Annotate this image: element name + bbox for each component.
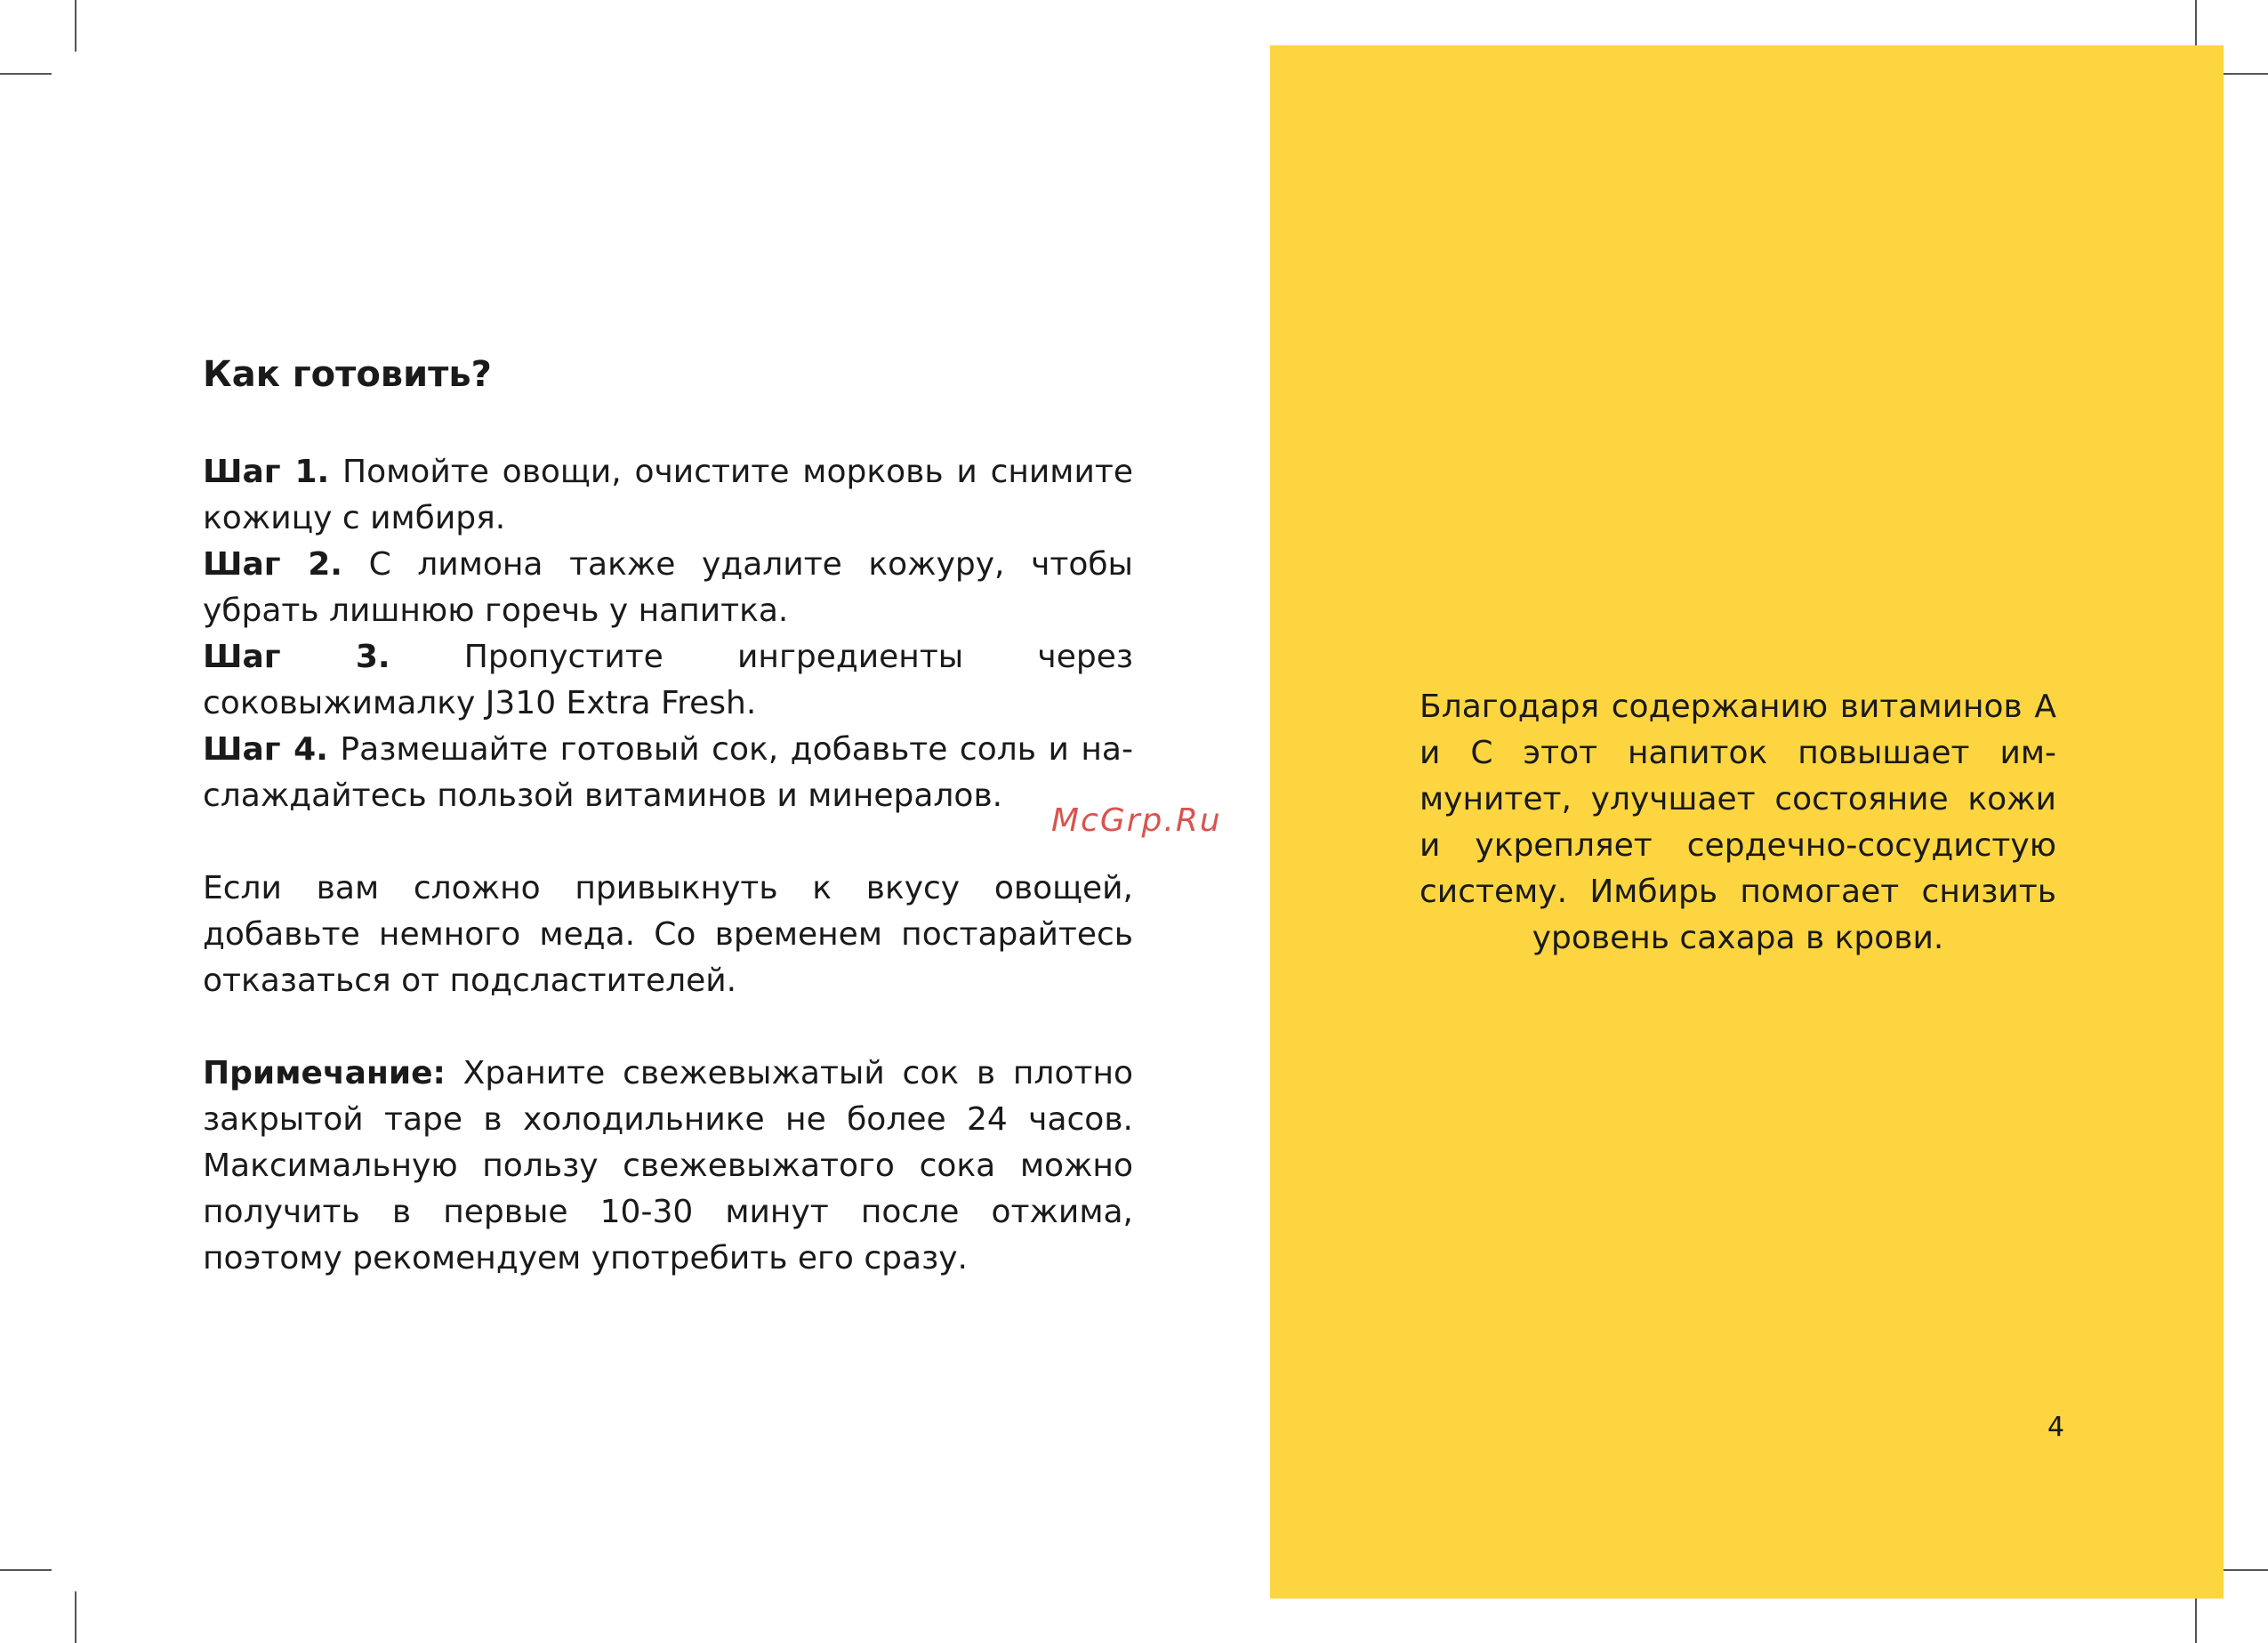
note-paragraph	[203, 1051, 1133, 1282]
crop-mark	[0, 1569, 52, 1571]
crop-mark	[2216, 1569, 2268, 1571]
step-text: Помойте овощи, очистите морковь и снимите кожицу с имбиря.	[203, 454, 1133, 536]
note-label: Примечание:	[203, 1055, 446, 1091]
crop-mark	[75, 0, 76, 52]
step-label: Шаг 4.	[203, 731, 328, 768]
watermark: McGrp.Ru	[1051, 802, 1222, 839]
page-number: 4	[2047, 1412, 2065, 1443]
recipe-column	[203, 351, 1133, 1282]
section-heading: Как готовить?	[203, 354, 492, 395]
benefits-text: Благодаря содержанию витаминов А и С этот напиток повышает иммунитет, улучшает состояние кожи и укрепляет сердечно-сосудистую систему. Имбирь помогает снизить уровень сахара в крови.	[1420, 689, 2056, 956]
note-text: Храните свежевыжатый сок в плотно закрытой таре в холодильнике не более 24 часов. Максимальную пользу свежевыжатого сока можно получить в первые 10-30 минут после отжима, поэтому рекомендуем употребить его сразу.	[203, 1055, 1133, 1277]
crop-mark	[2216, 73, 2268, 75]
step-3	[203, 634, 1133, 727]
crop-mark	[2195, 0, 2197, 52]
step-text: С лимона также удалите кожуру, чтобы убрать лишнюю горечь у напитка.	[203, 546, 1133, 629]
step-4	[203, 727, 1133, 819]
step-text: Размешайте готовый сок, добавьте соль и наслаждайтесь пользой витаминов и минералов.	[203, 731, 1133, 814]
step-label: Шаг 3.	[203, 639, 390, 675]
step-text: Пропустите ингредиенты через соковыжималку J310 Extra Fresh.	[203, 639, 1133, 721]
step-label: Шаг 1.	[203, 454, 330, 490]
step-1	[203, 449, 1133, 542]
crop-mark	[75, 1591, 76, 1643]
crop-mark	[0, 73, 52, 75]
info-panel	[1270, 45, 2224, 1599]
crop-mark	[2195, 1591, 2197, 1643]
step-2	[203, 542, 1133, 634]
steps-block	[203, 449, 1133, 819]
step-label: Шаг 2.	[203, 546, 342, 583]
tip-paragraph: Если вам сложно привыкнуть к вкусу овощей, добавьте немного меда. Со временем постарайтесь отказаться от подсластителей.	[203, 870, 1133, 999]
